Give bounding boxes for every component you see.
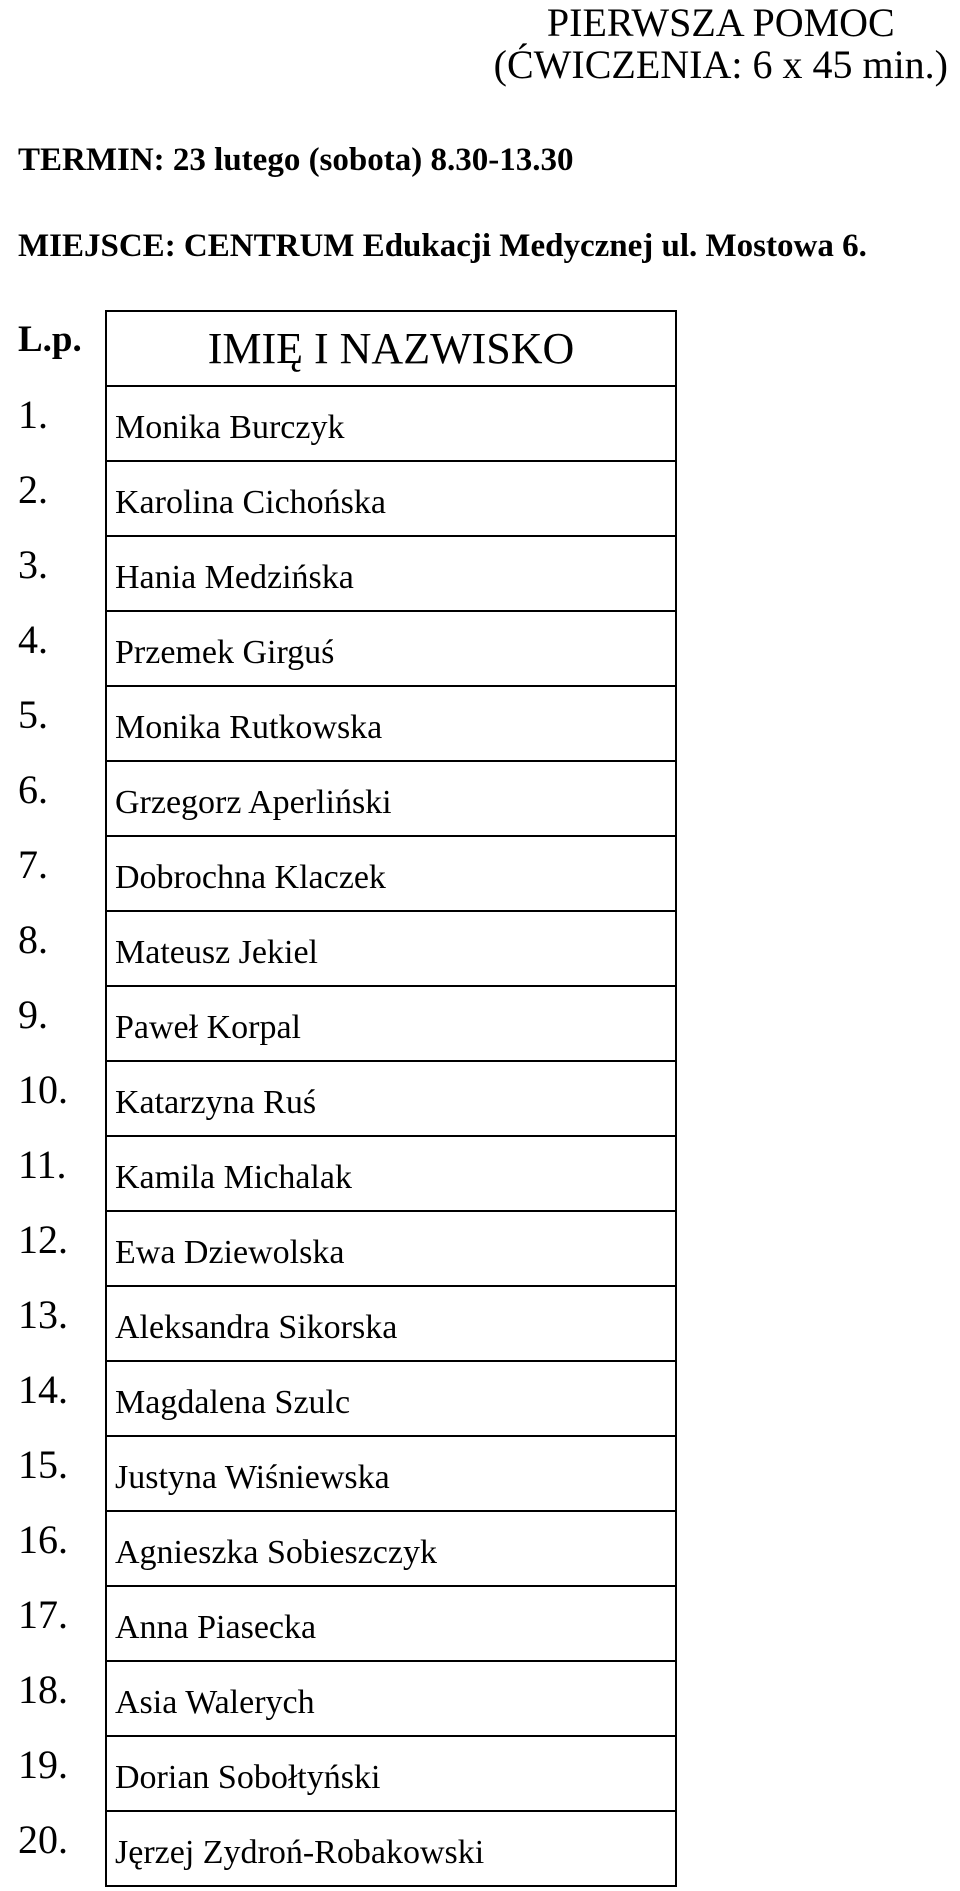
table-row [0, 1660, 677, 1735]
row-name: Dobrochna Klaczek [105, 835, 677, 910]
header-lp: L.p. [18, 319, 82, 360]
participants-table [0, 385, 677, 1885]
row-name: Asia Walerych [105, 1660, 677, 1735]
row-name: Agnieszka Sobieszczyk [105, 1510, 677, 1585]
document-title [494, 2, 948, 86]
table-row [0, 1735, 677, 1810]
row-number: 12. [18, 1217, 68, 1262]
miejsce-line: MIEJSCE: CENTRUM Edukacji Medycznej ul. Mostowa 6. [18, 228, 867, 264]
table-row [0, 835, 677, 910]
row-number: 11. [18, 1142, 67, 1187]
row-number: 5. [18, 692, 48, 737]
row-number: 6. [18, 767, 48, 812]
row-name: Ewa Dziewolska [105, 1210, 677, 1285]
row-number: 14. [18, 1367, 68, 1412]
row-name: Hania Medzińska [105, 535, 677, 610]
row-name: Jęrzej Zydroń-Robakowski [105, 1810, 677, 1887]
row-name: Karolina Cichońska [105, 460, 677, 535]
table-row [0, 610, 677, 685]
row-number: 17. [18, 1592, 68, 1637]
table-row [0, 1810, 677, 1885]
table-row [0, 1060, 677, 1135]
row-number: 8. [18, 917, 48, 962]
table-row [0, 985, 677, 1060]
row-number: 15. [18, 1442, 68, 1487]
row-number: 19. [18, 1742, 68, 1787]
table-row [0, 1585, 677, 1660]
termin-line: TERMIN: 23 lutego (sobota) 8.30-13.30 [18, 142, 574, 178]
table-row [0, 1435, 677, 1510]
row-name: Monika Rutkowska [105, 685, 677, 760]
row-number: 13. [18, 1292, 68, 1337]
row-name: Dorian Sobołtyński [105, 1735, 677, 1810]
row-number: 20. [18, 1817, 68, 1862]
row-number: 2. [18, 467, 48, 512]
row-name: Grzegorz Aperliński [105, 760, 677, 835]
table-row [0, 910, 677, 985]
table-row [0, 460, 677, 535]
table-row [0, 760, 677, 835]
table-row [0, 1135, 677, 1210]
row-name: Przemek Girguś [105, 610, 677, 685]
table-row [0, 385, 677, 460]
row-name: Anna Piasecka [105, 1585, 677, 1660]
table-row [0, 1285, 677, 1360]
row-name: Paweł Korpal [105, 985, 677, 1060]
table-row [0, 1510, 677, 1585]
row-number: 9. [18, 992, 48, 1037]
row-name: Monika Burczyk [105, 385, 677, 460]
row-name: Katarzyna Ruś [105, 1060, 677, 1135]
row-number: 1. [18, 392, 48, 437]
table-row [0, 685, 677, 760]
row-name: Kamila Michalak [105, 1135, 677, 1210]
row-name: Aleksandra Sikorska [105, 1285, 677, 1360]
row-number: 18. [18, 1667, 68, 1712]
row-number: 10. [18, 1067, 68, 1112]
row-name: Magdalena Szulc [105, 1360, 677, 1435]
row-number: 4. [18, 617, 48, 662]
row-name: Mateusz Jekiel [105, 910, 677, 985]
row-number: 3. [18, 542, 48, 587]
row-name: Justyna Wiśniewska [105, 1435, 677, 1510]
title-line-2: (ĆWICZENIA: 6 x 45 min.) [493, 42, 948, 87]
table-row [0, 535, 677, 610]
table-row [0, 1210, 677, 1285]
row-number: 16. [18, 1517, 68, 1562]
header-name: IMIĘ I NAZWISKO [105, 310, 677, 385]
row-number: 7. [18, 842, 48, 887]
title-line-1: PIERWSZA POMOC [546, 0, 895, 45]
table-row [0, 1360, 677, 1435]
